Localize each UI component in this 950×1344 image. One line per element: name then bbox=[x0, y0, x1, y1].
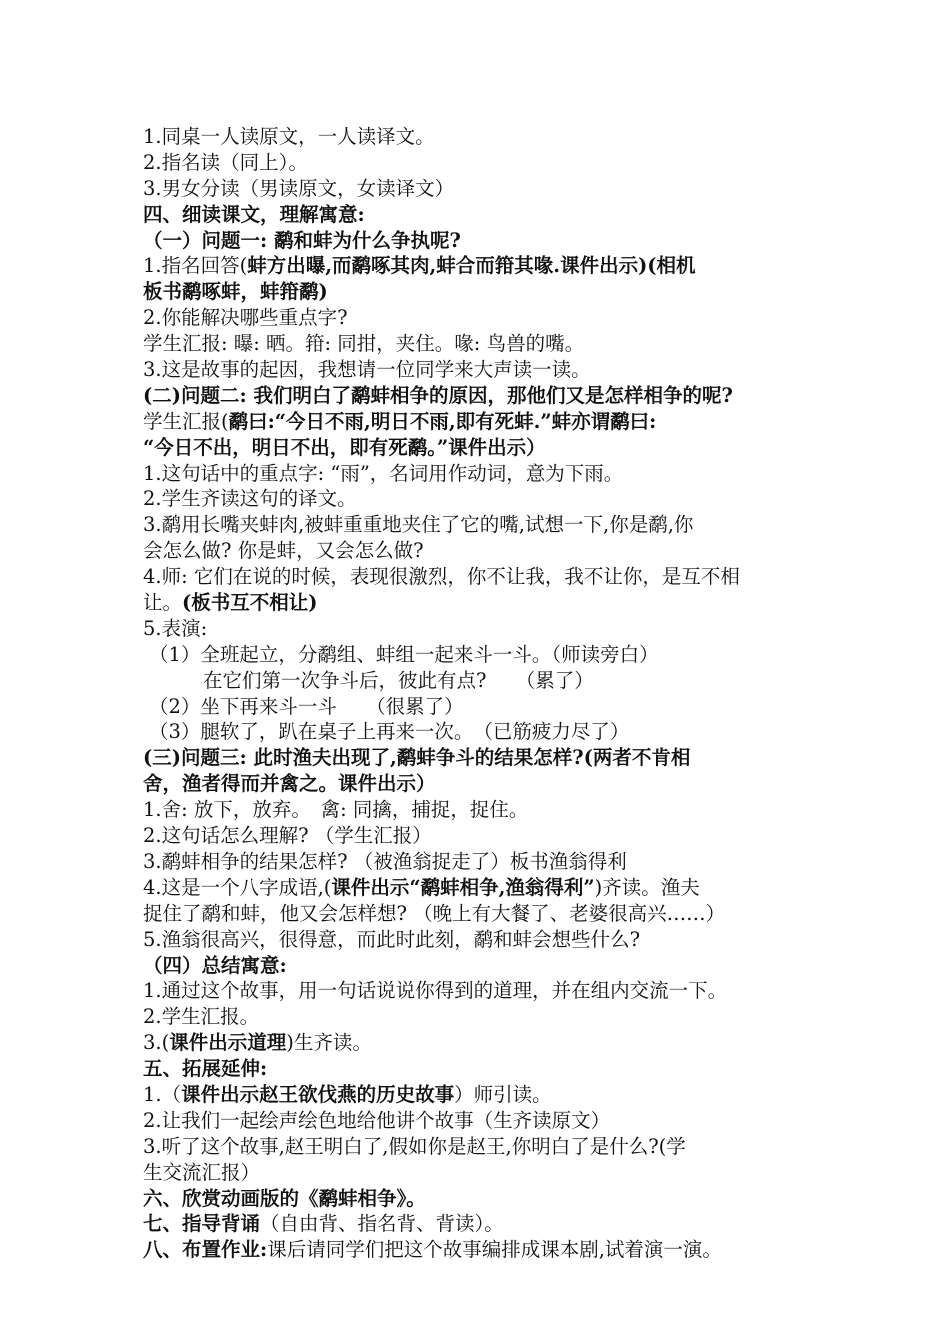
text-line bbox=[143, 797, 823, 823]
bold-text: 舍，渔者得而并禽之。课件出示） bbox=[143, 772, 436, 796]
body-text: 2.学生齐读这句的译文。 bbox=[143, 487, 357, 511]
text-line bbox=[143, 176, 823, 202]
body-text: 会怎么做? 你是蚌，又会怎么做? bbox=[143, 539, 424, 563]
bold-text: 六、欣赏动画版的《鹬蚌相争》。 bbox=[143, 1186, 426, 1210]
text-line bbox=[143, 1186, 823, 1212]
text-line bbox=[143, 357, 823, 383]
bold-text: 鹬曰:“今日不雨,明日不雨,即有死蚌.”蚌亦谓鹬曰: bbox=[228, 409, 657, 433]
body-text: 5.表演: bbox=[143, 616, 208, 640]
body-text: 3.鹬蚌相争的结果怎样? （被渔翁捉走了）板书渔翁得利 bbox=[143, 849, 627, 873]
bold-text: 五、拓展延伸: bbox=[143, 1057, 268, 1081]
body-text: （1）全班起立，分鹬组、蚌组一起来斗一斗。（师读旁白） bbox=[149, 642, 659, 666]
text-line bbox=[143, 616, 823, 642]
text-line bbox=[143, 1056, 823, 1082]
text-line bbox=[143, 409, 823, 435]
body-text: 4.这是一个八字成语,( bbox=[143, 875, 332, 899]
document-page bbox=[143, 124, 823, 1263]
bold-text: (三)问题三: 此时渔夫出现了,鹬蚌争斗的结果怎样?(两者不肯相 bbox=[143, 746, 691, 770]
text-line bbox=[143, 901, 823, 927]
bold-text: 四、细读课文，理解寓意: bbox=[143, 202, 365, 226]
body-text: 4.师: 它们在说的时候，表现很激烈，你不让我，我不让你，是互不相 bbox=[143, 565, 740, 589]
text-line bbox=[143, 538, 823, 564]
text-line bbox=[143, 383, 823, 409]
body-text: （2）坐下再来斗一斗 （很累了） bbox=[149, 694, 464, 718]
text-line bbox=[143, 823, 823, 849]
body-text: 让。 bbox=[143, 591, 183, 615]
text-line bbox=[143, 1237, 823, 1263]
text-line bbox=[143, 978, 823, 1004]
text-line bbox=[143, 849, 823, 875]
text-line bbox=[143, 202, 823, 228]
bold-text: (二)问题二: 我们明白了鹬蚌相争的原因，那他们又是怎样相争的呢? bbox=[143, 383, 733, 407]
body-text: 2.学生汇报。 bbox=[143, 1005, 260, 1029]
text-line bbox=[143, 279, 823, 305]
text-line bbox=[143, 1004, 823, 1030]
bold-text: 课件出示“鹬蚌相争,渔翁得利” bbox=[331, 875, 595, 899]
text-line bbox=[143, 124, 823, 150]
body-text: 5.渔翁很高兴，很得意，而此时此刻，鹬和蚌会想些什么? bbox=[143, 927, 641, 951]
body-text: 1.舍: 放下，放弃。 禽: 同擒，捕捉，捉住。 bbox=[143, 798, 529, 822]
body-text: 学生汇报( bbox=[143, 409, 229, 433]
text-line bbox=[143, 953, 823, 979]
text-line bbox=[143, 486, 823, 512]
text-line bbox=[143, 1030, 823, 1056]
body-text: 2.这句话怎么理解? （学生汇报） bbox=[143, 824, 432, 848]
body-text: 1.指名回答( bbox=[143, 254, 248, 278]
text-line bbox=[143, 694, 823, 720]
text-line bbox=[143, 150, 823, 176]
text-line bbox=[143, 1108, 823, 1134]
body-text: ）师引读。 bbox=[454, 1082, 552, 1106]
text-line bbox=[143, 512, 823, 538]
body-text: 3.这是故事的起因，我想请一位同学来大声读一读。 bbox=[143, 358, 591, 382]
body-text: )齐读。渔夫 bbox=[594, 875, 700, 899]
body-text: 3.( bbox=[143, 1031, 170, 1055]
text-line bbox=[143, 435, 823, 461]
body-text: )生齐读。 bbox=[286, 1031, 372, 1055]
body-text: 3.男女分读（男读原文，女读译文） bbox=[143, 176, 455, 200]
text-line bbox=[143, 745, 823, 771]
text-line bbox=[143, 1211, 823, 1237]
bold-text: 八、布置作业: bbox=[143, 1238, 268, 1262]
bold-text: 七、指导背诵 bbox=[143, 1212, 261, 1236]
bold-text: （四）总结寓意: bbox=[143, 953, 287, 977]
text-line bbox=[143, 642, 823, 668]
body-text: 1.（ bbox=[143, 1082, 182, 1106]
body-text: 3.听了这个故事,赵王明白了,假如你是赵王,你明白了是什么?(学 bbox=[143, 1134, 686, 1158]
body-text: （3）腿软了，趴在桌子上再来一次。 （已筋疲力尽了） bbox=[149, 720, 630, 744]
text-line bbox=[143, 1134, 823, 1160]
text-line bbox=[143, 668, 823, 694]
body-text: 捉住了鹬和蚌，他又会怎样想? （晚上有大餐了、老婆很高兴……） bbox=[143, 901, 726, 925]
body-text: 2.让我们一起绘声绘色地给他讲个故事（生齐读原文） bbox=[143, 1108, 611, 1132]
text-line bbox=[143, 590, 823, 616]
bold-text: 课件出示道理 bbox=[169, 1031, 287, 1055]
text-line bbox=[143, 564, 823, 590]
bold-text: 蚌方出曝,而鹬啄其肉,蚌合而箝其喙.课件出示)(相机 bbox=[247, 254, 696, 278]
text-line bbox=[143, 927, 823, 953]
body-text: 1.同桌一人读原文，一人读译文。 bbox=[143, 125, 435, 148]
body-text: 3.鹬用长嘴夹蚌肉,被蚌重重地夹住了它的嘴,试想一下,你是鹬,你 bbox=[143, 513, 694, 537]
body-text: 课后请同学们把这个故事编排成课本剧,试着演一演。 bbox=[267, 1238, 722, 1262]
bold-text: (板书互不相让) bbox=[182, 591, 318, 615]
bold-text: 板书鹬啄蚌，蚌箝鹬) bbox=[143, 280, 328, 304]
body-text: 学生汇报: 曝: 晒。箝: 同拑，夹住。喙: 鸟兽的嘴。 bbox=[143, 332, 585, 356]
text-line bbox=[143, 875, 823, 901]
text-line bbox=[143, 719, 823, 745]
text-line bbox=[143, 305, 823, 331]
body-text: 1.通过这个故事，用一句话说说你得到的道理，并在组内交流一下。 bbox=[143, 979, 728, 1003]
bold-text: 课件出示赵王欲伐燕的历史故事 bbox=[181, 1082, 455, 1106]
body-text: 在它们第一次争斗后，彼此有点? （累了） bbox=[203, 668, 594, 692]
bold-text: “今日不出，明日不出，即有死鹬。”课件出示） bbox=[143, 435, 546, 459]
body-text: 2.指名读（同上）。 bbox=[143, 150, 308, 174]
text-line bbox=[143, 461, 823, 487]
text-line bbox=[143, 771, 823, 797]
body-text: 1.这句话中的重点字: “雨”，名词用作动词，意为下雨。 bbox=[143, 461, 624, 485]
text-line bbox=[143, 253, 823, 279]
body-text: （自由背、指名背、背读）。 bbox=[260, 1212, 504, 1236]
body-text: 2.你能解决哪些重点字? bbox=[143, 306, 348, 330]
text-line bbox=[143, 1082, 823, 1108]
body-text: 生交流汇报） bbox=[143, 1160, 261, 1184]
text-line bbox=[143, 331, 823, 357]
bold-text: （一）问题一: 鹬和蚌为什么争执呢? bbox=[143, 228, 461, 252]
text-line bbox=[143, 1160, 823, 1186]
text-line bbox=[143, 228, 823, 254]
